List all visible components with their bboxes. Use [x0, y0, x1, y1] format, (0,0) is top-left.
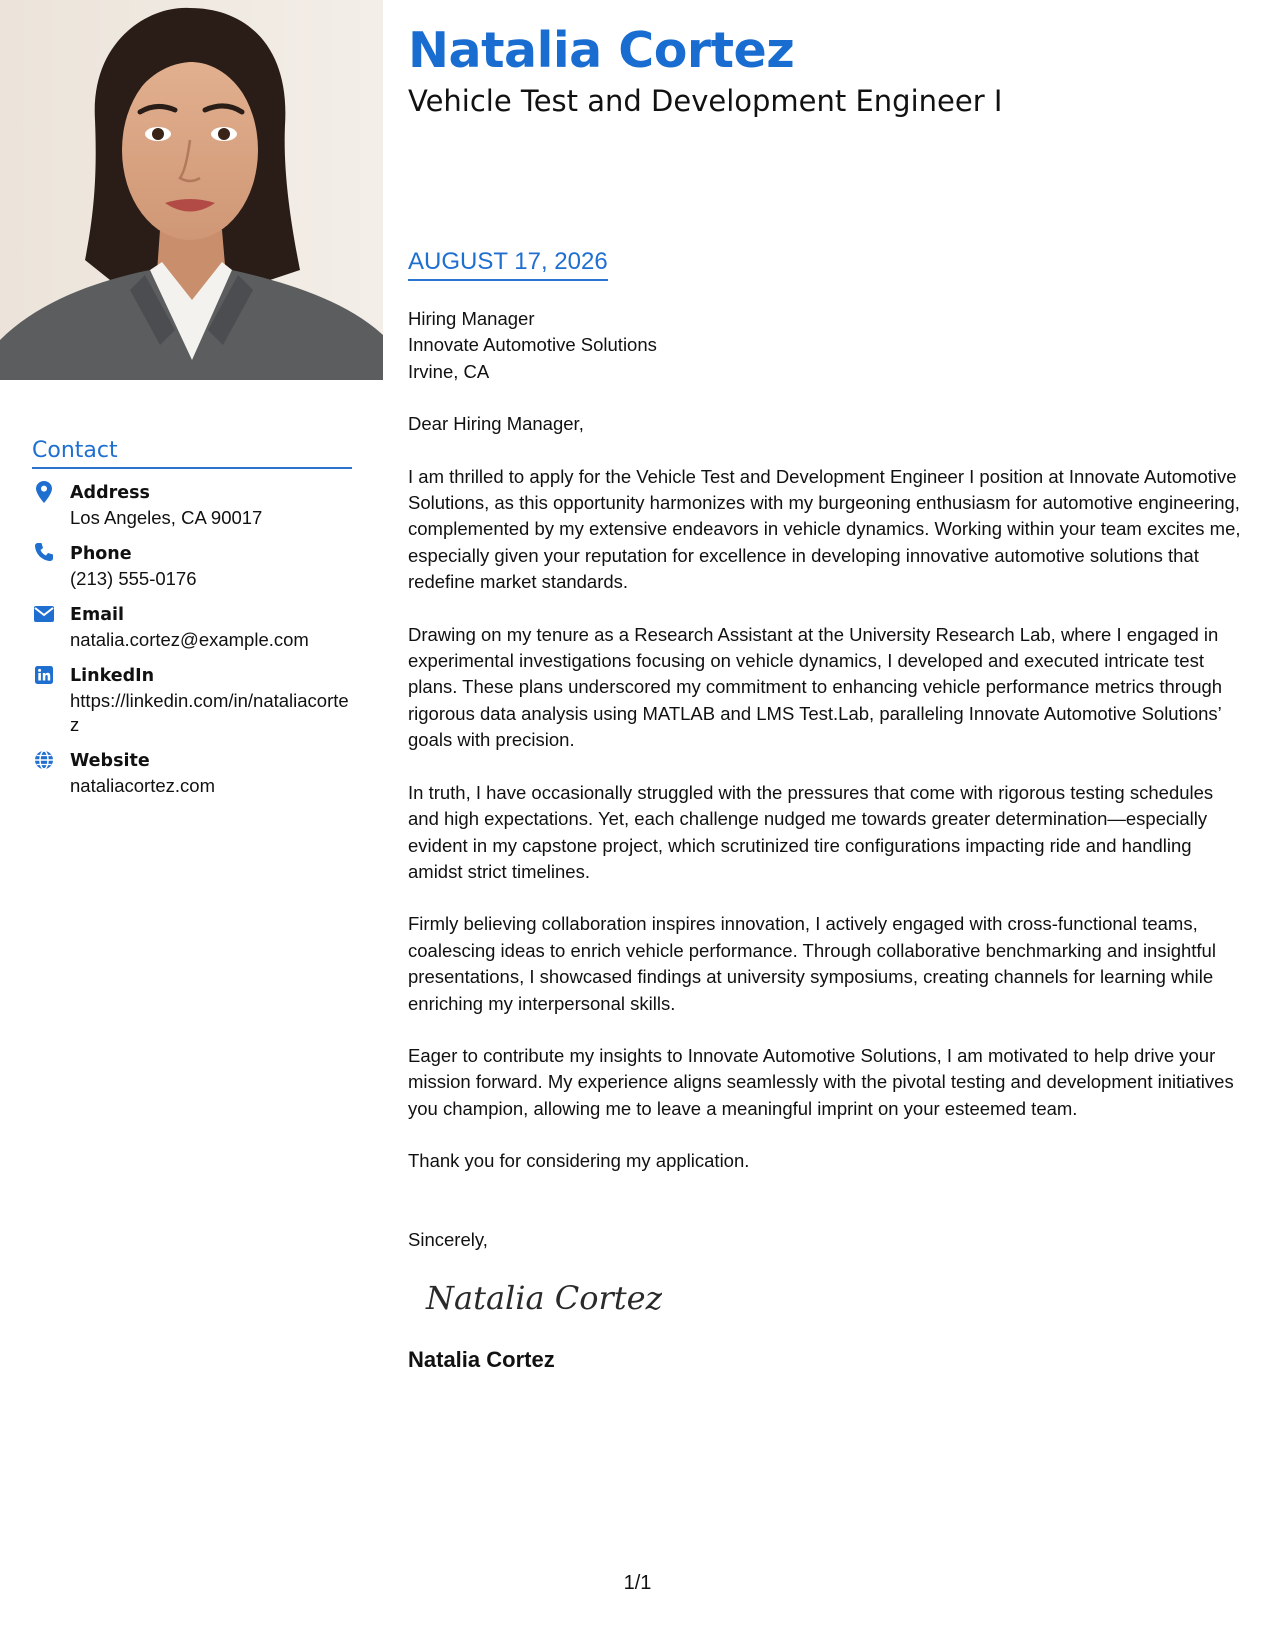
body-paragraph: Firmly believing collaboration inspires innovation, I actively engaged with cross-functional teams, coalescing ideas to enrich vehicle performance. Through collaborative benchmarking and insightful presentations, I showcased findings at university symposiums, creating channels for learning while enriching my interpersonal skills. — [408, 913, 1216, 1014]
website-value[interactable]: nataliacortez.com — [70, 775, 215, 796]
phone-icon — [32, 542, 56, 566]
letter-body — [408, 306, 1248, 1373]
linkedin-icon — [32, 664, 56, 688]
phone-value: (213) 555-0176 — [70, 568, 197, 589]
contact-item-email — [32, 603, 352, 652]
contact-item-linkedin — [32, 664, 352, 737]
contact-label: LinkedIn — [70, 666, 155, 686]
page-number: 1/1 — [623, 1572, 652, 1594]
contact-item-phone — [32, 542, 352, 591]
contact-label: Email — [70, 605, 124, 625]
recipient-line: Innovate Automotive Solutions — [408, 334, 657, 356]
linkedin-value[interactable]: https://linkedin.com/in/nataliacortez — [70, 690, 349, 735]
letter-date: AUGUST 17, 2026 — [408, 248, 608, 281]
contact-section-title: Contact — [32, 438, 352, 469]
profile-photo — [0, 0, 383, 380]
contact-sidebar — [32, 438, 352, 810]
recipient-line: Irvine, CA — [408, 360, 490, 382]
contact-label: Phone — [70, 544, 132, 564]
map-pin-icon — [32, 481, 56, 505]
signer-name: Natalia Cortez — [408, 1346, 555, 1372]
closing: Sincerely, — [408, 1228, 488, 1250]
email-value[interactable]: natalia.cortez@example.com — [70, 629, 309, 650]
body-paragraph: In truth, I have occasionally struggled with the pressures that come with rigorous testing schedules and high expectations. Yet, each challenge nudged me towards greater determination—especially evident in my capstone project, which scrutinized tire configurations impacting ride and handling amidst strict timelines. — [408, 781, 1214, 882]
body-paragraph: Drawing on my tenure as a Research Assistant at the University Research Lab, where I engaged in experimental investigations focusing on vehicle dynamics, I developed and executed intricate test plans. These plans underscored my commitment to enhancing vehicle performance metrics through rigorous data analysis using MATLAB and LMS Test.Lab, paralleling Innovate Automotive Solutions’ goals with precision. — [408, 623, 1223, 751]
contact-item-address — [32, 481, 352, 530]
salutation: Dear Hiring Manager, — [408, 413, 584, 435]
handwritten-signature — [422, 1267, 1248, 1331]
globe-icon — [32, 749, 56, 773]
signature-text: Natalia Cortez — [426, 1278, 662, 1317]
thank-you-line: Thank you for considering my application. — [408, 1150, 750, 1172]
body-paragraph: I am thrilled to apply for the Vehicle Test and Development Engineer I position at Innovate Automotive Solutions, as this opportunity harmonizes with my burgeoning enthusiasm for automotive engineering, complemented by my extensive endeavors in vehicle dynamics. Working within your team excites me, especially given your reputation for excellence in developing innovative automotive solutions that redefine market standards. — [408, 465, 1241, 593]
email-icon — [32, 603, 56, 627]
address-value: Los Angeles, CA 90017 — [70, 507, 263, 528]
recipient-line: Hiring Manager — [408, 308, 535, 329]
headshot-illustration — [0, 0, 383, 380]
contact-item-website — [32, 749, 352, 798]
recipient-block — [408, 306, 1248, 385]
job-title: Vehicle Test and Development Engineer I — [408, 84, 1003, 118]
contact-label: Website — [70, 751, 150, 771]
body-paragraph: Eager to contribute my insights to Innovate Automotive Solutions, I am motivated to help drive your mission forward. My experience aligns seamlessly with the pivotal testing and development initiatives you champion, allowing me to leave a meaningful imprint on your esteemed team. — [408, 1044, 1234, 1119]
applicant-name: Natalia Cortez — [408, 22, 795, 79]
contact-label: Address — [70, 483, 150, 503]
